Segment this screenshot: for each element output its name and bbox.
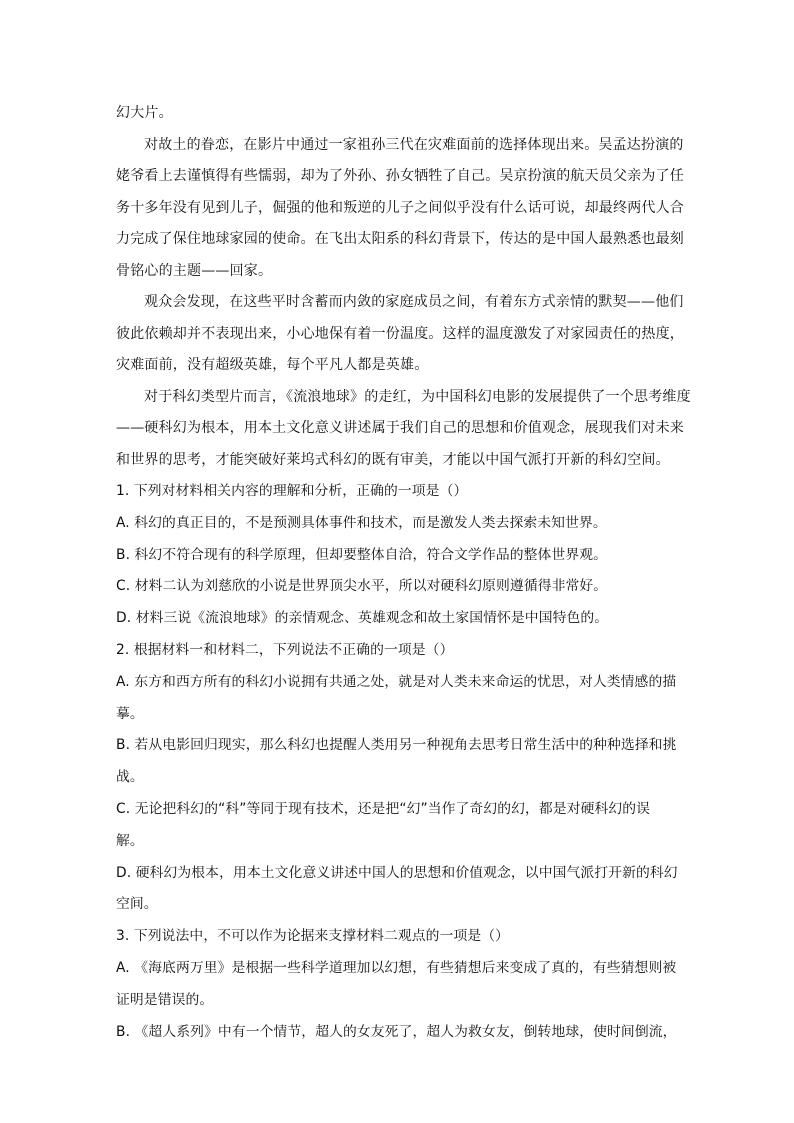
questions-section [116,476,686,1048]
question-1-stem: 1. 下列对材料相关内容的理解和分析，正确的一项是（） [116,483,468,499]
question-2-option-d-cont: 空间。 [116,896,158,913]
question-2-option-c: C. 无论把科幻的“科”等同于现有技术，还是把“幻”当作了奇幻的幻，都是对硬科幻的误 [116,800,651,817]
question-2-option-b-cont: 战。 [116,769,144,786]
passage-line: 和世界的思考，才能突破好莱坞式科幻的既有审美，才能以中国气派打开新的科幻空间。 [116,451,670,468]
question-3-option-b: B. 《超人系列》中有一个情节，超人的女友死了，超人为救女友，倒转地球，使时间倒流， [116,1023,677,1040]
page-content [116,98,691,1048]
passage-line: 灾难面前，没有超级英雄，每个平凡人都是英雄。 [116,357,429,373]
passage-line: 幻大片。 [116,105,173,121]
question-1-option-c: C. 材料二认为刘慈欣的小说是世界顶尖水平，所以对硬科幻原则遵循得非常好。 [116,578,608,595]
passage-line: 务十多年没有见到儿子，倔强的他和叛逆的儿子之间似乎没有什么话可说，却最终两代人合 [116,199,684,216]
passage-line: ——硬科幻为根本，用本土文化意义讲述属于我们自己的思想和价值观念，展现我们对未来 [116,420,684,436]
question-1-option-b: B. 科幻不符合现有的科学原理，但却要整体自洽，符合文学作品的整体世界观。 [116,546,608,563]
passage-line: 姥爷看上去谨慎得有些懦弱，却为了外孙、孙女牺牲了自己。吴京扮演的航天员父亲为了任 [116,168,684,184]
question-3-option-a: A. 《海底两万里》是根据一些科学道理加以幻想，有些猜想后来变成了真的，有些猜想则被 [116,959,677,976]
question-2-option-a-cont: 摹。 [116,705,144,722]
question-2-option-b: B. 若从电影回归现实，那么科幻也提醒人类用另一种视角去思考日常生活中的种种选择和挑 [116,737,677,754]
passage-line: 彼此依赖却并不表现出来，小心地保有着一份温度。这样的温度激发了对家园责任的热度， [116,325,684,342]
passage-line: 骨铭心的主题——回家。 [116,262,273,279]
passage-line: 对故土的眷恋，在影片中通过一家祖孙三代在灾难面前的选择体现出来。吴孟达扮演的 [144,136,684,153]
passage-line: 观众会发现，在这些平时含蓄而内敛的家庭成员之间，有着东方式亲情的默契——他们 [144,294,684,310]
question-3-option-a-cont: 证明是错误的。 [116,991,214,1008]
passage-line: 力完成了保住地球家园的使命。在飞出太阳系的科幻背景下，传达的是中国人最熟悉也最刻 [116,231,684,247]
passage-line: 对于科幻类型片而言，《流浪地球》的走红，为中国科幻电影的发展提供了一个思考维度 [144,388,691,405]
question-3-stem: 3. 下列说法中，不可以作为论据来支撑材料二观点的一项是（） [116,928,510,945]
passage-text [116,98,691,476]
question-2-option-a: A. 东方和西方所有的科幻小说拥有共通之处，就是对人类未来命运的忧思，对人类情感的描 [116,673,677,690]
question-2-option-d: D. 硬科幻为根本，用本土文化意义讲述中国人的思想和价值观念，以中国气派打开新的科幻 [116,864,678,881]
question-2-stem: 2. 根据材料一和材料二，下列说法不正确的一项是（） [116,641,454,658]
question-1-option-d: D. 材料三说《流浪地球》的亲情观念、英雄观念和故土家国情怀是中国特色的。 [116,610,609,627]
question-1-option-a: A. 科幻的真正目的，不是预测具体事件和技术，而是激发人类去探索未知世界。 [116,514,607,531]
question-2-option-c-cont: 解。 [116,832,144,849]
